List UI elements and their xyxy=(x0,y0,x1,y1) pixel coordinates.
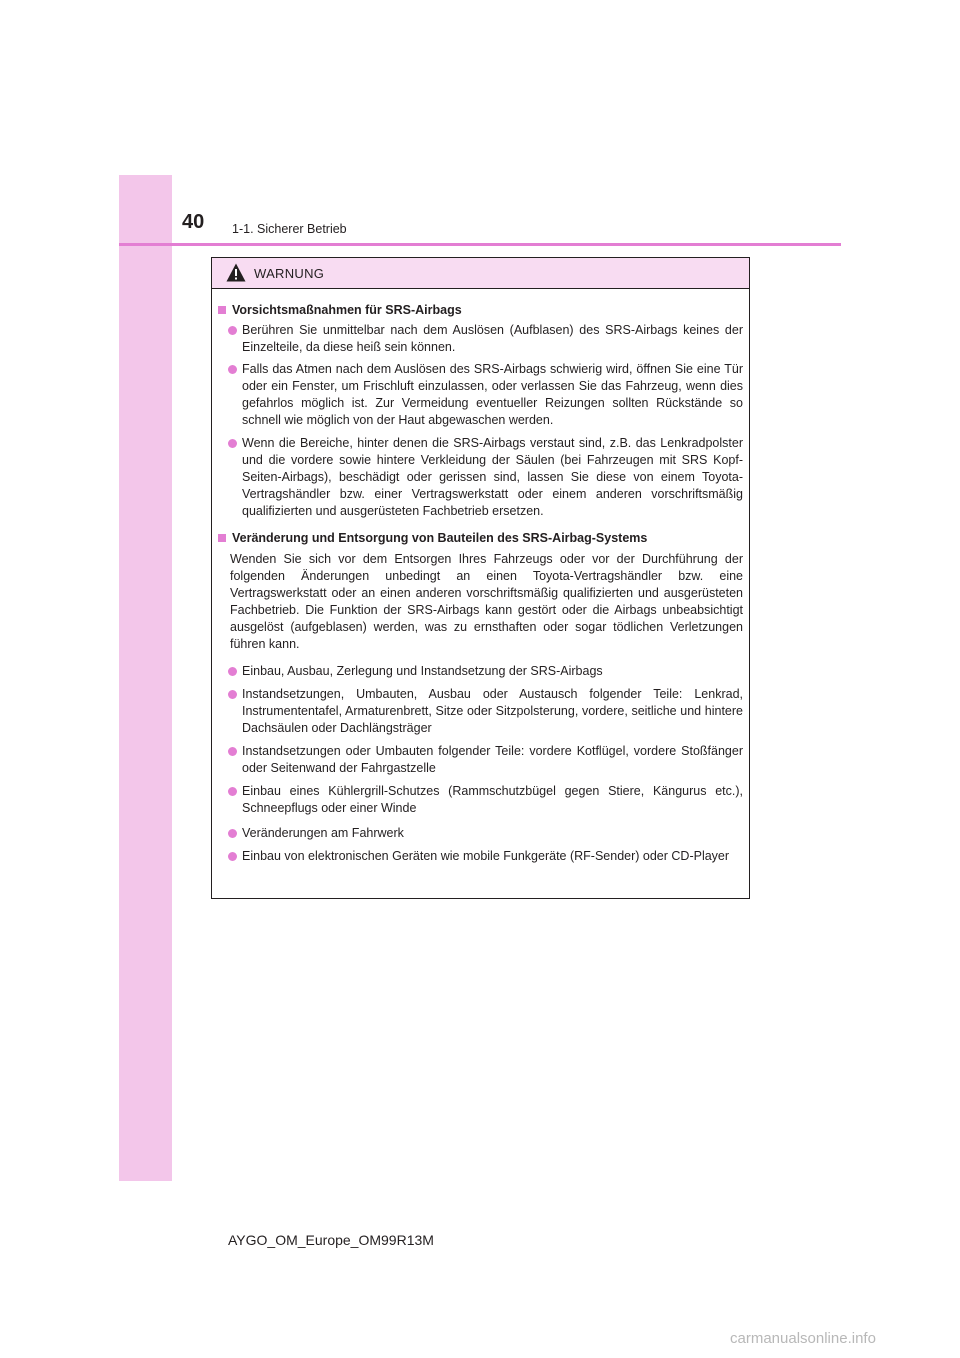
section-title: 1-1. Sicherer Betrieb xyxy=(232,222,347,236)
list-item: Instandsetzungen, Umbauten, Ausbau oder Austausch folgender Teile: Lenkrad, Instrumententafel, Armaturenbrett, Sitze oder Sitzpolsterung, vordere, seitliche und hintere Dachsäulen oder Dachlängsträger xyxy=(228,686,743,737)
square-bullet-icon xyxy=(218,306,226,314)
intro-paragraph: Wenden Sie sich vor dem Entsorgen Ihres Fahrzeugs oder vor der Durchführung der folgenden Änderungen unbedingt an einen Toyota-Vertragshändler bzw. eine Vertragswerkstatt oder an einen anderen vorschriftsmäßig qualifizierten und ausgerüsteten Fachbetrieb. Die Funktion der SRS-Airbags kann gestört oder die Airbags unbeabsichtigt ausgelöst (aufgeblasen) werden, was zu ernsthaften oder sogar tödlichen Verletzungen führen kann. xyxy=(230,552,743,651)
side-tab-band xyxy=(119,175,172,1181)
round-bullet-icon xyxy=(228,852,237,861)
warning-title: WARNUNG xyxy=(254,266,325,281)
list-item: Wenn die Bereiche, hinter denen die SRS-Airbags verstaut sind, z.B. das Lenkradpolster und die vordere sowie hintere Verkleidung der Säulen (bei Fahrzeugen mit SRS Kopf-Seiten-Airbags), beschädigt oder gerissen sind, lassen Sie diese von einem Toyota-Vertragshändler bzw. einer Vertragswerkstatt oder einem anderen vorschriftsmäßig qualifizierten und ausgerüsteten Fachbetrieb ersetzen. xyxy=(228,435,743,520)
section-heading-modification-disposal: Veränderung und Entsorgung von Bauteilen des SRS-Airbag-Systems xyxy=(218,530,743,547)
list-item: Einbau, Ausbau, Zerlegung und Instandsetzung der SRS-Airbags xyxy=(228,663,743,680)
list-item: Berühren Sie unmittelbar nach dem Auslösen (Aufblasen) des SRS-Airbags keines der Einzelteile, da diese heiß sein können. xyxy=(228,322,743,356)
round-bullet-icon xyxy=(228,667,237,676)
header-rule xyxy=(119,243,841,246)
round-bullet-icon xyxy=(228,439,237,448)
list-item: Instandsetzungen oder Umbauten folgender Teile: vordere Kotflügel, vordere Stoßfänger oder Seitenwand der Fahrgastzelle xyxy=(228,743,743,777)
footer-doc-code: AYGO_OM_Europe_OM99R13M xyxy=(228,1232,434,1248)
list-item: Falls das Atmen nach dem Auslösen des SRS-Airbags schwierig wird, öffnen Sie eine Tür oder ein Fenster, um Frischluft einzulassen, oder verlassen Sie das Fahrzeug, wenn dies gefahrlos möglich ist. Zur Vermeidung eventueller Reizungen sollten Rückstände so schnell wie möglich von der Haut abgewaschen werden. xyxy=(228,361,743,429)
list-item: Veränderungen am Fahrwerk xyxy=(228,825,743,842)
list-item: Einbau eines Kühlergrill-Schutzes (Rammschutzbügel gegen Stiere, Kängurus etc.), Schneepflugs oder einer Winde xyxy=(228,783,743,817)
watermark: carmanualsonline.info xyxy=(730,1330,876,1347)
round-bullet-icon xyxy=(228,747,237,756)
list-item: Einbau von elektronischen Geräten wie mobile Funkgeräte (RF-Sender) oder CD-Player xyxy=(228,848,743,865)
warning-triangle-icon xyxy=(226,263,246,282)
warning-box xyxy=(211,257,750,899)
warning-header xyxy=(212,258,749,289)
square-bullet-icon xyxy=(218,534,226,542)
round-bullet-icon xyxy=(228,365,237,374)
round-bullet-icon xyxy=(228,829,237,838)
round-bullet-icon xyxy=(228,690,237,699)
round-bullet-icon xyxy=(228,787,237,796)
section-heading-airbag-precautions: Vorsichtsmaßnahmen für SRS-Airbags xyxy=(218,302,743,319)
round-bullet-icon xyxy=(228,326,237,335)
page-number: 40 xyxy=(182,211,205,233)
